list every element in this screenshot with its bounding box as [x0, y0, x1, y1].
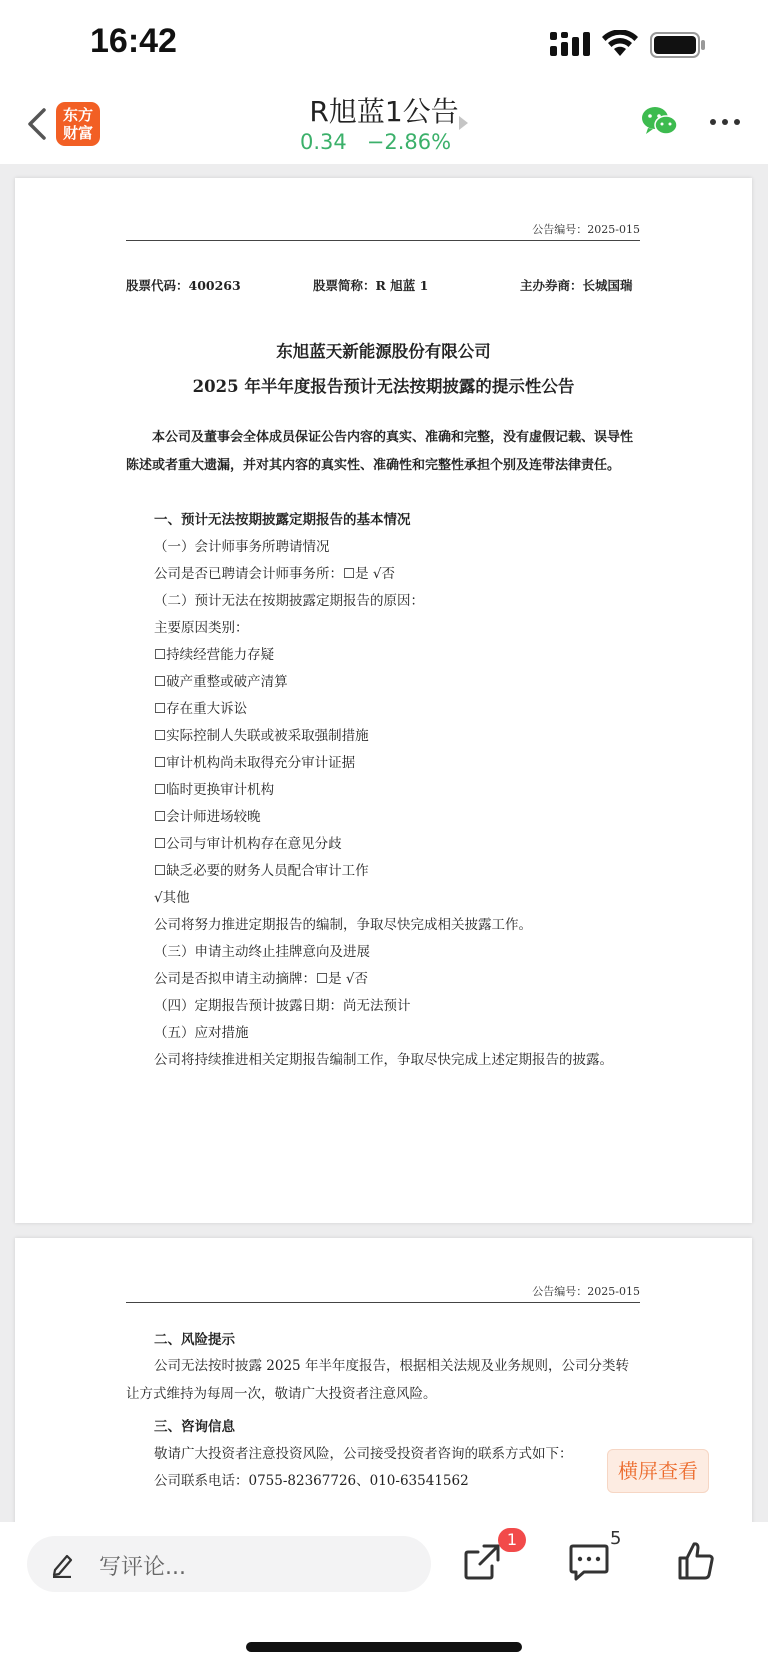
risk-heading: 二、风险提示 [154, 1332, 235, 1348]
checkbox-line: ☐存在重大诉讼 [154, 701, 248, 717]
doc-line: （五）应对措施 [154, 1025, 249, 1041]
logo-text-line1: 东方 [62, 106, 93, 124]
doc-line: 公司将持续推进相关定期报告编制工作，争取尽快完成上述定期报告的披露。 [154, 1052, 613, 1068]
doc-number: 公告编号：2025-015 [532, 1285, 640, 1298]
cellular-signal-icon [550, 32, 592, 58]
checkbox-line: ☐临时更换审计机构 [154, 782, 275, 798]
doc-line: 公司是否已聘请会计师事务所：☐是 √否 [154, 566, 395, 582]
doc-number: 公告编号：2025-015 [532, 223, 640, 236]
doc-line: （四）定期报告预计披露日期：尚无法预计 [154, 998, 411, 1014]
contact-text: 敬请广大投资者注意投资风险，公司接受投资者咨询的联系方式如下： [154, 1446, 573, 1462]
checkbox-line: ☐实际控制人失联或被采取强制措施 [154, 728, 369, 744]
stock-abbr: 股票简称：R 旭蓝 1 [313, 278, 429, 293]
comment-count: 5 [610, 1528, 622, 1549]
home-indicator [246, 1642, 522, 1652]
report-title: 2025 年半年度报告预计无法按期披露的提示性公告 [192, 377, 575, 396]
broker: 主办券商：长城国瑞 [520, 278, 633, 293]
wifi-icon [602, 30, 638, 58]
checkbox-line: ☐破产重整或破产清算 [154, 674, 288, 690]
checkbox-line: ☐缺乏必要的财务人员配合审计工作 [154, 863, 369, 879]
doc-line: 主要原因类别： [154, 620, 249, 636]
doc-line: （三）申请主动终止挂牌意向及进展 [154, 944, 370, 960]
like-icon[interactable] [676, 1540, 716, 1582]
comment-icon[interactable] [568, 1542, 610, 1582]
share-icon[interactable] [462, 1542, 502, 1582]
logo-text-line2: 财富 [62, 124, 93, 142]
section-heading-1: 一、预计无法按期披露定期报告的基本情况 [154, 512, 411, 528]
bottom-bar [0, 1522, 768, 1663]
stock-change: −2.86% [366, 130, 452, 154]
comment-placeholder: 写评论... [99, 1555, 186, 1580]
header-divider [126, 240, 640, 241]
checkbox-line: ☐会计师进场较晚 [154, 809, 261, 825]
stock-code: 股票代码：400263 [126, 278, 241, 293]
doc-line: 公司将努力推进定期报告的编制，争取尽快完成相关披露工作。 [154, 917, 532, 933]
doc-line: （一）会计师事务所聘请情况 [154, 539, 330, 555]
stock-price: 0.34 [300, 130, 347, 154]
landscape-view-button[interactable]: 横屏查看 [607, 1449, 709, 1493]
checkbox-line: ☐持续经营能力存疑 [154, 647, 275, 663]
doc-line: （二）预计无法在按期披露定期报告的原因： [154, 593, 424, 609]
header-divider [126, 1302, 640, 1303]
status-time: 16:42 [90, 22, 177, 60]
page-title[interactable]: R旭蓝1公告 [309, 95, 459, 128]
document-page-1 [15, 178, 752, 1223]
company-name: 东旭蓝天新能源股份有限公司 [276, 342, 491, 361]
checkbox-line: ☐公司与审计机构存在意见分歧 [154, 836, 342, 852]
title-arrow-icon[interactable] [459, 116, 468, 130]
risk-text: 公司无法按时披露 2025 年半年度报告，根据相关法规及业务规则，公司分类转让方式维持为每周一次，敬请广大投资者注意风险。 [126, 1358, 629, 1402]
battery-icon [650, 32, 706, 58]
comment-input[interactable] [27, 1536, 431, 1592]
checkbox-line: ☐审计机构尚未取得充分审计证据 [154, 755, 356, 771]
status-bar [0, 0, 768, 84]
pen-icon [49, 1550, 77, 1578]
status-icons [550, 30, 710, 60]
checkbox-line: √其他 [154, 890, 190, 906]
share-badge: 1 [498, 1528, 526, 1552]
contact-phone: 公司联系电话：0755-82367726、010-63541562 [154, 1473, 469, 1489]
statement: 本公司及董事会全体成员保证公告内容的真实、准确和完整，没有虚假记载、误导性陈述或者重大遗漏，并对其内容的真实性、准确性和完整性承担个别及连带法律责任。 [126, 430, 634, 473]
doc-line: 公司是否拟申请主动摘牌：☐是 √否 [154, 971, 368, 987]
more-icon[interactable] [705, 104, 745, 140]
wechat-share-icon[interactable] [640, 104, 680, 140]
stock-price-row [300, 130, 471, 154]
nav-bar [0, 84, 768, 164]
contact-heading: 三、咨询信息 [154, 1419, 235, 1435]
